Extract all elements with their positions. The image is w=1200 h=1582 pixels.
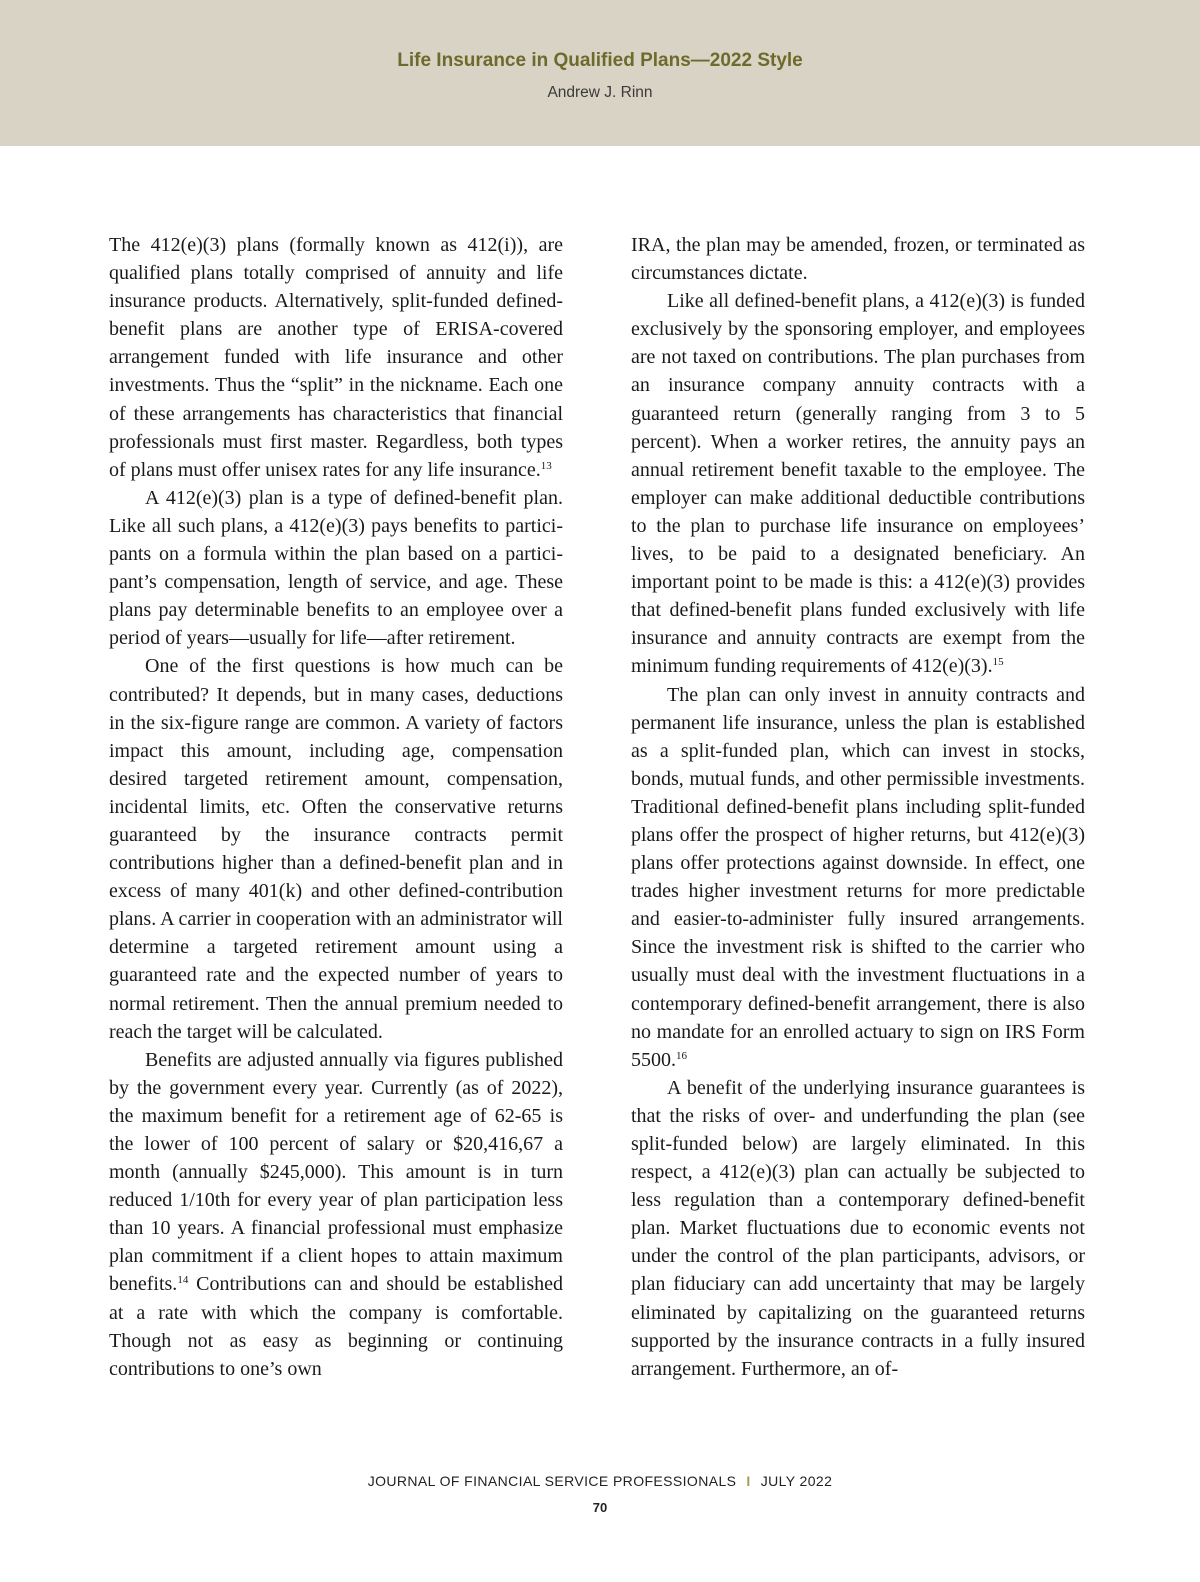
article-title: Life Insurance in Qualified Plans—2022 Style bbox=[397, 50, 803, 71]
paragraph-text: The 412(e)(3) plans (formally known as 412(i)), are qualified plans totally comprised of annuity and life insurance products. Alternatively, split-funded defined-benefit plans are another type of ERISA-covered arrangement funded with life insurance and other investments. Thus the “split” in the nickname. Each one of these arrangements has characteristics that financial professionals must first master. Regardless, both types of plans must offer unisex rates for any life insurance. bbox=[109, 234, 563, 481]
paragraph-text: Contributions can and should be established at a rate with which the company is comfortable. Though not as easy as beginning or continuing contributions to one’s own bbox=[109, 1273, 563, 1380]
paragraph bbox=[109, 1046, 563, 1383]
paragraph bbox=[109, 652, 563, 1045]
paragraph-text: The plan can only invest in annuity contracts and permanent life insurance, unless the plan is established as a split-funded plan, which can invest in stocks, bonds, mutual funds, and other permissible investments. Traditional defined-benefit plans including split-funded plans offer the prospect of higher returns, but 412(e)(3) plans offer protections against downside. In effect, one trades higher investment returns for more predictable and easier-to-administer fully insured arrangements. Since the investment risk is shifted to the carrier who usually must deal with the investment fluctuations in a contemporary defined-benefit arrangement, there is also no mandate for an enrolled actuary to sign on IRS Form 5500. bbox=[631, 683, 1085, 1071]
article-author: Andrew J. Rinn bbox=[547, 84, 653, 101]
paragraph bbox=[631, 1074, 1085, 1383]
right-column bbox=[631, 231, 1085, 1383]
paragraph-text: One of the first questions is how much can be contributed? It depends, but in many cases, deductions in the six-figure range are common. A variety of factors impact this amount, including age, compensation desired targeted retirement amount, compensation, incidental limits, etc. Often the conservative returns guaranteed by the insurance contracts permit contributions higher than a defined-benefit plan and in excess of many 401(k) and other defined-contribution plans. A carrier in cooperation with an administrator will determine a targeted retirement amount using a guaranteed rate and the expected number of years to normal retirement. Then the annual premium needed to reach the target will be calculated. bbox=[109, 655, 563, 1043]
paragraph-text: Benefits are adjusted annually via figures published by the government every year. Currently (as of 2022), the maximum benefit for a retirement age of 62-65 is the lower of 100 percent of salary or $20,416,67 a month (annually $245,000). This amount is in turn reduced 1/10th for every year of plan participation less than 10 years. A financial professional must emphasize plan commitment if a client hopes to attain maximum benefits. bbox=[109, 1048, 563, 1296]
footnote-ref: 15 bbox=[992, 656, 1004, 669]
page-number: 70 bbox=[592, 1500, 608, 1515]
paragraph bbox=[631, 287, 1085, 680]
paragraph bbox=[109, 231, 563, 484]
footnote-ref: 14 bbox=[177, 1274, 189, 1287]
journal-name: JOURNAL OF FINANCIAL SERVICE PROFESSIONALS bbox=[367, 1473, 737, 1489]
left-column bbox=[109, 231, 563, 1383]
paragraph bbox=[631, 231, 1085, 287]
footer-separator: I bbox=[746, 1473, 751, 1489]
paragraph-text: A benefit of the underlying insurance guarantees is that the risks of over- and underfunding the plan (see split-funded below) are largely eliminated. In this respect, a 412(e)(3) plan can actually be subjected to less regulation than a contemporary defined-benefit plan. Market fluctuations due to economic events not under the control of the plan participants, advisors, or plan fiduciary can add uncertainty that may be largely eliminated by capitalizing on the guaranteed returns supported by the insurance contracts in a fully insured arrangement. Furthermore, an of- bbox=[631, 1076, 1085, 1380]
paragraph-text: IRA, the plan may be amended, frozen, or terminated as circumstances dictate. bbox=[631, 234, 1085, 285]
paragraph-text: A 412(e)(3) plan is a type of defined-benefit plan. Like all such plans, a 412(e)(3) pays benefits to participants on a formula within the plan based on a participant’s compensation, length of service, and age. These plans pay determinable benefits to an employee over a period of years—usually for life—after retirement. bbox=[109, 486, 563, 650]
footnote-ref: 13 bbox=[540, 459, 552, 472]
footer-journal-line bbox=[0, 1473, 1200, 1489]
header-band bbox=[0, 0, 1200, 146]
paragraph bbox=[109, 484, 563, 653]
footnote-ref: 16 bbox=[676, 1049, 687, 1062]
paragraph bbox=[631, 681, 1085, 1074]
issue-date: JULY 2022 bbox=[760, 1473, 833, 1489]
paragraph-text: Like all defined-benefit plans, a 412(e)(3) is funded exclusively by the sponsoring employer, and employees are not taxed on contributions. The plan purchases from an insurance company annuity contracts with a guaranteed return (generally ranging from 3 to 5 percent). When a worker retires, the annuity pays an annual retirement benefit taxable to the employee. The employer can make additional deductible contributions to the plan to purchase life insurance on employees’ lives, to be paid to a designated beneficiary. An important point to be made is this: a 412(e)(3) provides that defined-benefit plans funded exclusively with life insurance and annuity contracts are exempt from the minimum funding requirements of 412(e)(3). bbox=[631, 290, 1085, 678]
